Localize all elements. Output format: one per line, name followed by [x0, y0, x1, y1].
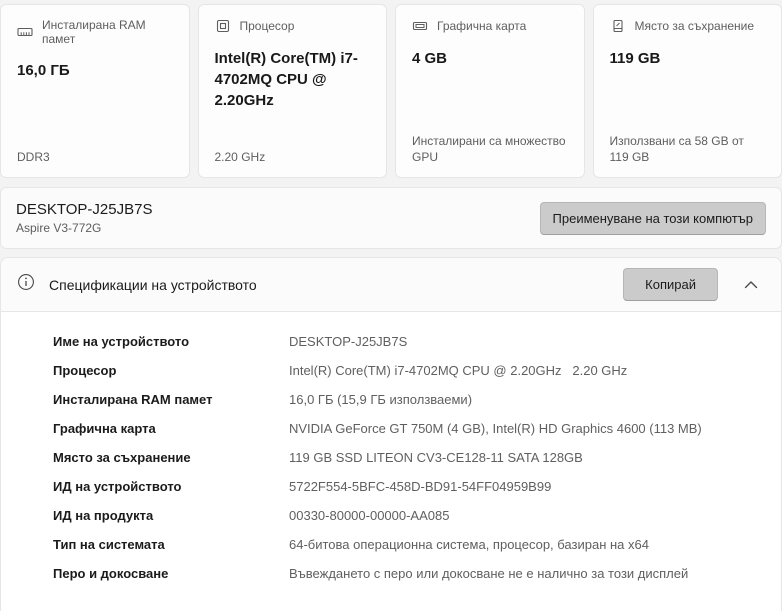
card-storage-value: 119 GB — [609, 50, 661, 67]
spec-label: ИД на устройството — [53, 479, 182, 494]
device-model: Aspire V3-772G — [16, 221, 102, 235]
spec-section-title: Спецификации на устройството — [49, 276, 257, 293]
spec-value: 5722F554-5BFC-458D-BD91-54FF04959B99 — [289, 479, 552, 494]
spec-row-device-id — [1, 478, 781, 507]
card-gpu-footer: Инсталирани са множество GPU — [412, 134, 566, 164]
spec-row-storage — [1, 449, 781, 478]
card-cpu-header — [215, 18, 371, 34]
storage-icon — [610, 18, 626, 34]
card-storage-footer: Използвани са 58 GB от 119 GB — [609, 134, 744, 164]
card-ram-title: Инсталирана RAM памет — [42, 18, 146, 46]
spec-label: Графична карта — [53, 421, 156, 436]
collapse-expander-button[interactable] — [738, 273, 764, 296]
card-storage-title: Място за съхранение — [634, 19, 755, 33]
spec-value: 64-битова операционна система, процесор, базиран на x64 — [289, 537, 649, 552]
info-icon — [17, 273, 35, 296]
spec-value: 16,0 ГБ (15,9 ГБ използваеми) — [289, 392, 473, 407]
spec-row-pen-touch — [1, 565, 781, 594]
spec-value: NVIDIA GeForce GT 750M (4 GB), Intel(R) HD Graphics 4600 (113 MB) — [289, 421, 702, 436]
spec-expander-header[interactable] — [1, 258, 781, 311]
card-gpu-value: 4 GB — [412, 50, 448, 67]
card-storage — [593, 4, 782, 178]
card-ram-value: 16,0 ГБ — [17, 62, 70, 79]
spec-value: 00330-80000-00000-AA085 — [289, 508, 450, 523]
spec-value: DESKTOP-J25JB7S — [289, 334, 408, 349]
spec-table — [1, 311, 781, 611]
card-ram-footer: DDR3 — [17, 150, 50, 164]
spec-value: Въвеждането с перо или докосване не е налично за този дисплей — [289, 566, 689, 581]
copy-button[interactable]: Копирай — [623, 268, 718, 301]
card-ram-header — [17, 18, 173, 46]
spec-row-graphics-card — [1, 420, 781, 449]
chevron-up-icon — [744, 277, 758, 292]
card-cpu — [198, 4, 388, 178]
spec-label: Място за съхранение — [53, 450, 191, 465]
spec-value: 119 GB SSD LITEON CV3-CE128-11 SATA 128GB — [289, 450, 583, 465]
rename-pc-button[interactable]: Преименуване на този компютър — [540, 202, 766, 235]
card-ram — [0, 4, 190, 178]
card-gpu-title: Графична карта — [437, 19, 527, 33]
spec-label: Име на устройството — [53, 334, 190, 349]
card-cpu-footer: 2.20 GHz — [214, 150, 266, 164]
spec-label: Процесор — [53, 363, 117, 378]
spec-value: Intel(R) Core(TM) i7-4702MQ CPU @ 2.20GHz 2.20 GHz — [289, 363, 628, 378]
spec-label: Инсталирана RAM памет — [53, 392, 213, 407]
device-name-card — [0, 187, 782, 249]
spec-row-processor — [1, 362, 781, 391]
card-cpu-value: Intel(R) Core(TM) i7-4702MQ CPU @ 2.20GHz — [214, 50, 358, 109]
spec-row-device-name — [1, 333, 781, 362]
spec-row-product-id — [1, 507, 781, 536]
stat-cards-row — [0, 4, 782, 178]
device-specifications-section — [0, 257, 782, 611]
ram-icon — [17, 24, 33, 40]
device-name-block — [16, 201, 152, 235]
card-gpu-header — [412, 18, 568, 34]
spec-label: ИД на продукта — [53, 508, 154, 523]
spec-label: Тип на системата — [53, 537, 165, 552]
card-gpu — [395, 4, 585, 178]
spec-row-system-type — [1, 536, 781, 565]
card-cpu-title: Процесор — [239, 19, 295, 33]
card-storage-header — [610, 18, 766, 34]
spec-row-installed-ram — [1, 391, 781, 420]
spec-label: Перо и докосване — [53, 566, 169, 581]
device-name: DESKTOP-J25JB7S — [16, 201, 153, 218]
gpu-icon — [412, 18, 428, 34]
cpu-icon — [215, 18, 231, 34]
